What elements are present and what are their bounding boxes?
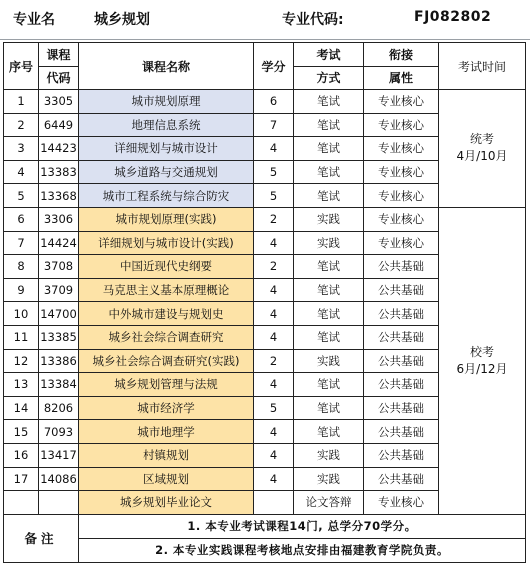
row-exam-method: 实践	[294, 349, 364, 373]
row-exam-method: 实践	[294, 231, 364, 255]
row-course-code: 8206	[39, 396, 79, 420]
row-exam-method: 笔试	[294, 137, 364, 161]
row-credit: 4	[254, 325, 294, 349]
row-credit: 4	[254, 443, 294, 467]
header-divider	[0, 39, 530, 40]
row-course-name: 地理信息系统	[79, 113, 254, 137]
col-header-seq: 序号	[4, 43, 39, 90]
row-credit: 5	[254, 184, 294, 208]
row-attribute: 公共基础	[364, 349, 439, 373]
col-header-exam-time: 考试时间	[439, 43, 526, 90]
row-exam-method: 笔试	[294, 396, 364, 420]
row-seq: 11	[4, 325, 39, 349]
row-credit: 4	[254, 302, 294, 326]
row-seq	[4, 491, 39, 515]
row-credit	[254, 491, 294, 515]
exam-time-school	[439, 207, 526, 514]
row-attribute: 公共基础	[364, 302, 439, 326]
row-credit: 4	[254, 137, 294, 161]
row-seq: 7	[4, 231, 39, 255]
row-course-code	[39, 491, 79, 515]
row-course-name: 城乡道路与交通规划	[79, 160, 254, 184]
note-row	[4, 538, 526, 562]
row-attribute: 专业核心	[364, 184, 439, 208]
exam-time-type: 校考	[469, 344, 494, 359]
row-seq: 17	[4, 467, 39, 491]
row-course-name: 村镇规划	[79, 443, 254, 467]
page-header	[0, 0, 530, 40]
row-credit: 2	[254, 255, 294, 279]
table-row	[4, 207, 526, 231]
row-seq: 10	[4, 302, 39, 326]
row-exam-method: 笔试	[294, 255, 364, 279]
row-exam-method: 笔试	[294, 184, 364, 208]
row-course-name: 城市规划原理(实践)	[79, 207, 254, 231]
row-course-code: 14700	[39, 302, 79, 326]
row-exam-method: 实践	[294, 207, 364, 231]
row-exam-method: 笔试	[294, 113, 364, 137]
row-seq: 4	[4, 160, 39, 184]
row-attribute: 公共基础	[364, 325, 439, 349]
row-credit: 2	[254, 349, 294, 373]
row-course-name: 马克思主义基本原理概论	[79, 278, 254, 302]
row-exam-method: 笔试	[294, 325, 364, 349]
row-course-name: 城乡规划毕业论文	[79, 491, 254, 515]
col-header-method-line2: 方式	[294, 66, 364, 90]
major-code-label: 专业代码:	[282, 12, 344, 28]
major-code-value: FJ082802	[414, 9, 492, 25]
col-header-attr-line2: 属性	[364, 66, 439, 90]
row-attribute: 公共基础	[364, 420, 439, 444]
row-seq: 5	[4, 184, 39, 208]
row-seq: 16	[4, 443, 39, 467]
note-row	[4, 514, 526, 538]
row-exam-method: 笔试	[294, 302, 364, 326]
note-text: 2. 本专业实践课程考核地点安排由福建教育学院负责。	[79, 538, 526, 562]
col-header-method-line1: 考试	[294, 43, 364, 67]
row-seq: 1	[4, 90, 39, 114]
row-course-code: 7093	[39, 420, 79, 444]
row-course-name: 城市规划原理	[79, 90, 254, 114]
row-exam-method: 论文答辩	[294, 491, 364, 515]
major-label: 专业名	[13, 12, 55, 28]
row-attribute: 专业核心	[364, 90, 439, 114]
row-exam-method: 笔试	[294, 420, 364, 444]
row-credit: 7	[254, 113, 294, 137]
row-course-name: 城乡社会综合调查研究(实践)	[79, 349, 254, 373]
row-exam-method: 笔试	[294, 278, 364, 302]
row-course-name: 城市工程系统与综合防灾	[79, 184, 254, 208]
row-attribute: 公共基础	[364, 396, 439, 420]
row-attribute: 专业核心	[364, 231, 439, 255]
row-attribute: 公共基础	[364, 443, 439, 467]
row-credit: 6	[254, 90, 294, 114]
row-course-code: 6449	[39, 113, 79, 137]
row-exam-method: 笔试	[294, 373, 364, 397]
header-row-1	[4, 43, 526, 67]
row-credit: 4	[254, 467, 294, 491]
row-seq: 9	[4, 278, 39, 302]
row-attribute: 公共基础	[364, 373, 439, 397]
row-course-code: 13385	[39, 325, 79, 349]
row-course-name: 详细规划与城市设计	[79, 137, 254, 161]
row-credit: 4	[254, 373, 294, 397]
note-text: 1. 本专业考试课程14门, 总学分70学分。	[79, 514, 526, 538]
row-course-code: 13383	[39, 160, 79, 184]
table-row	[4, 90, 526, 114]
row-exam-method: 实践	[294, 467, 364, 491]
row-seq: 15	[4, 420, 39, 444]
row-seq: 12	[4, 349, 39, 373]
row-exam-method: 笔试	[294, 90, 364, 114]
notes-label: 备注	[4, 514, 79, 562]
row-course-code: 3305	[39, 90, 79, 114]
row-attribute: 专业核心	[364, 160, 439, 184]
col-header-name: 课程名称	[79, 43, 254, 90]
row-credit: 4	[254, 278, 294, 302]
row-seq: 3	[4, 137, 39, 161]
row-seq: 8	[4, 255, 39, 279]
row-credit: 4	[254, 420, 294, 444]
row-course-code: 3708	[39, 255, 79, 279]
row-credit: 4	[254, 231, 294, 255]
row-credit: 5	[254, 160, 294, 184]
col-header-code-line1: 课程	[39, 43, 79, 67]
row-course-name: 区域规划	[79, 467, 254, 491]
row-exam-method: 实践	[294, 443, 364, 467]
row-course-code: 14424	[39, 231, 79, 255]
row-course-name: 中外城市建设与规划史	[79, 302, 254, 326]
row-course-code: 13417	[39, 443, 79, 467]
row-attribute: 公共基础	[364, 255, 439, 279]
row-credit: 2	[254, 207, 294, 231]
exam-time-months: 6月/12月	[456, 361, 508, 376]
row-seq: 14	[4, 396, 39, 420]
row-course-name: 详细规划与城市设计(实践)	[79, 231, 254, 255]
row-credit: 5	[254, 396, 294, 420]
row-course-name: 城乡规划管理与法规	[79, 373, 254, 397]
col-header-code-line2: 代码	[39, 66, 79, 90]
row-course-code: 13384	[39, 373, 79, 397]
row-course-code: 14086	[39, 467, 79, 491]
row-seq: 13	[4, 373, 39, 397]
row-seq: 2	[4, 113, 39, 137]
row-course-code: 3709	[39, 278, 79, 302]
col-header-credit: 学分	[254, 43, 294, 90]
row-seq: 6	[4, 207, 39, 231]
row-attribute: 专业核心	[364, 491, 439, 515]
row-course-code: 13368	[39, 184, 79, 208]
major-name: 城乡规划	[94, 12, 150, 28]
row-attribute: 专业核心	[364, 137, 439, 161]
row-course-code: 14423	[39, 137, 79, 161]
col-header-attr-line1: 衔接	[364, 43, 439, 67]
exam-time-unified	[439, 90, 526, 208]
row-course-name: 城乡社会综合调查研究	[79, 325, 254, 349]
row-course-code: 13386	[39, 349, 79, 373]
exam-time-type: 统考	[469, 132, 494, 147]
row-attribute: 公共基础	[364, 278, 439, 302]
row-attribute: 专业核心	[364, 113, 439, 137]
exam-time-months: 4月/10月	[456, 149, 508, 164]
row-course-code: 3306	[39, 207, 79, 231]
row-exam-method: 笔试	[294, 160, 364, 184]
row-course-name: 城市经济学	[79, 396, 254, 420]
row-course-name: 城市地理学	[79, 420, 254, 444]
row-attribute: 专业核心	[364, 207, 439, 231]
course-table	[3, 42, 526, 563]
row-attribute: 公共基础	[364, 467, 439, 491]
row-course-name: 中国近现代史纲要	[79, 255, 254, 279]
